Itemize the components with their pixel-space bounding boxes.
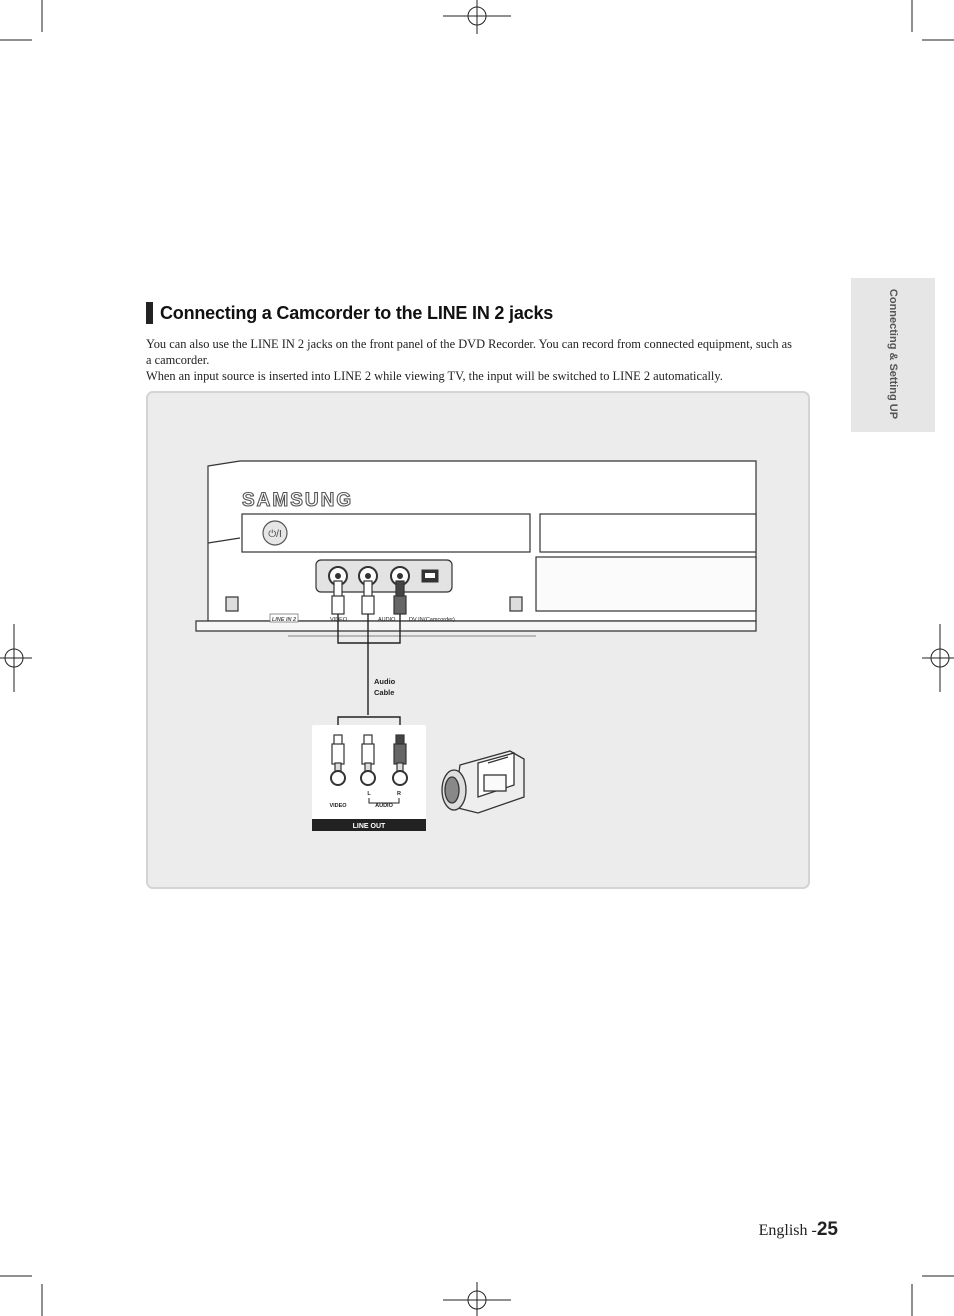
camcorder-video-jack	[331, 771, 345, 785]
panel-dv-in-note: (Camcorder)	[424, 617, 455, 623]
page-language: English -	[758, 1222, 817, 1239]
panel-audio-label: AUDIO	[378, 617, 396, 623]
section-title: Connecting a Camcorder to the LINE IN 2 jacks	[160, 302, 554, 323]
chapter-side-tab	[851, 278, 935, 432]
camcorder-left-label: L	[367, 791, 371, 797]
camcorder-video-label: VIDEO	[329, 803, 347, 809]
intro-text	[146, 336, 796, 384]
panel-dv-in-label: DV IN	[409, 617, 424, 623]
section-heading	[146, 301, 553, 325]
audio-video-cable	[338, 614, 400, 735]
camcorder-icon	[442, 751, 524, 813]
connection-illustration	[148, 393, 808, 887]
line-in-2-label: LINE IN 2	[271, 617, 297, 623]
intro-paragraph-2: When an input source is inserted into LINE 2 while viewing TV, the input will be switched to LINE 2 automatically.	[146, 369, 723, 383]
chapter-side-tab-label: Connecting & Setting UP	[887, 288, 899, 420]
power-symbol: ⏻/I	[268, 529, 282, 540]
camcorder-audio-left-jack	[361, 771, 375, 785]
dvd-recorder	[196, 461, 756, 636]
page-number	[759, 1219, 838, 1241]
connection-diagram	[146, 391, 810, 889]
panel-video-label: VIDEO	[330, 617, 348, 623]
line-out-label: LINE OUT	[352, 823, 386, 830]
audio-cable-label-line1: Audio	[374, 677, 396, 686]
camcorder-audio-label: AUDIO	[375, 803, 393, 809]
brand-logo: SAMSUNG	[242, 490, 354, 511]
audio-cable-label-line2: Cable	[374, 688, 395, 697]
intro-paragraph-1: You can also use the LINE IN 2 jacks on the front panel of the DVD Recorder. You can record from connected equipment, such as a camcorder.	[146, 337, 792, 367]
camcorder-audio-right-jack	[393, 771, 407, 785]
heading-bar	[146, 302, 153, 324]
page-number-value: 25	[816, 1219, 838, 1240]
camcorder-right-label: R	[397, 791, 401, 797]
